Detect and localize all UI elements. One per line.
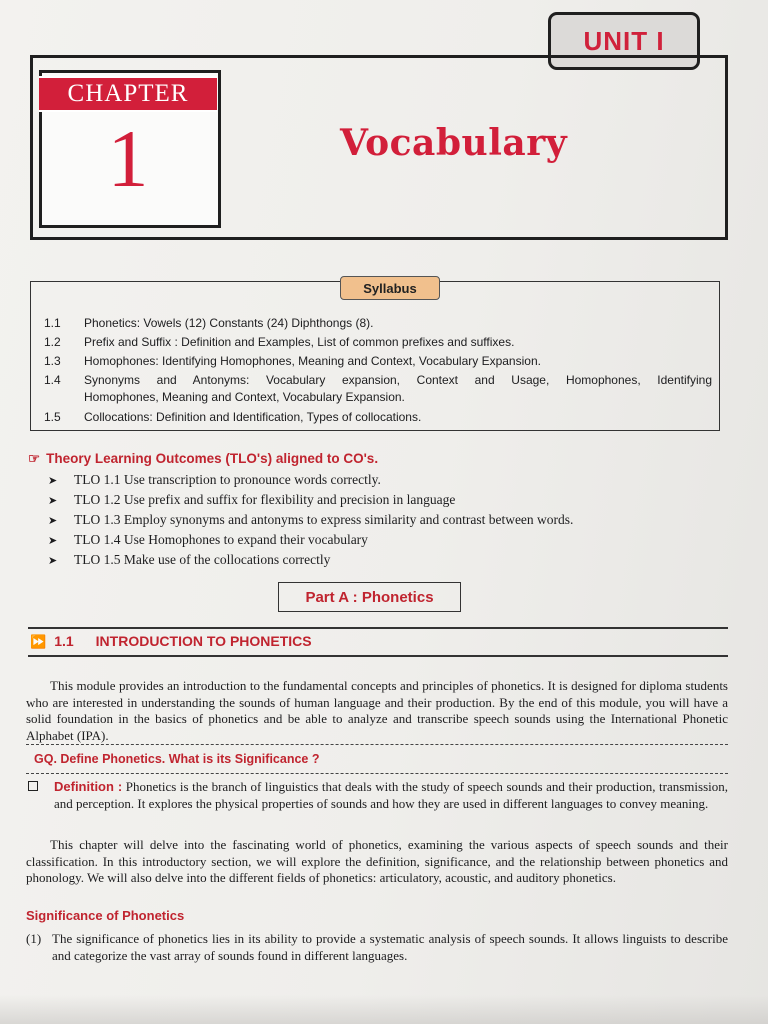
chapter-number: 1 — [107, 113, 149, 204]
page-shadow — [0, 995, 768, 1024]
chapter-label: CHAPTER — [39, 76, 217, 112]
tlo-item: ➤ TLO 1.4 Use Homophones to expand their vocabulary — [48, 532, 368, 547]
arrow-bullet-icon: ➤ — [48, 475, 58, 487]
tlo-item: ➤ TLO 1.1 Use transcription to pronounce words correctly. — [48, 472, 381, 487]
divider — [28, 627, 728, 629]
section-heading: ⏩ 1.1 INTRODUCTION TO PHONETICS — [30, 633, 312, 649]
list-item: The significance of phonetics lies in its ability to provide a systematic analysis of speech sounds. It allows linguists to describe and categorize the vast array of sounds found in different languages. — [52, 931, 728, 963]
part-heading: Part A : Phonetics — [278, 582, 461, 612]
divider — [28, 655, 728, 657]
pointing-hand-icon: ☞ — [28, 451, 41, 466]
arrow-bullet-icon: ➤ — [48, 515, 58, 527]
list-number: (1) — [26, 931, 42, 946]
question-text: GQ. Define Phonetics. What is its Significance ? — [34, 752, 320, 766]
arrow-bullet-icon: ➤ — [48, 535, 58, 547]
chapter-title: Vocabulary — [340, 122, 568, 164]
arrow-bullet-icon: ➤ — [48, 555, 58, 567]
fast-forward-icon: ⏩ — [30, 634, 47, 649]
tlo-item: ➤ TLO 1.3 Employ synonyms and antonyms to express similarity and contrast between words. — [48, 512, 574, 527]
subheading: Significance of Phonetics — [26, 908, 185, 923]
tlo-heading: ☞ Theory Learning Outcomes (TLO's) aligned to CO's. — [28, 451, 379, 466]
arrow-bullet-icon: ➤ — [48, 495, 58, 507]
unit-label: UNIT I — [583, 25, 665, 56]
syllabus-tag: Syllabus — [340, 276, 440, 300]
intro-paragraph: This module provides an introduction to the fundamental concepts and principles of phonetics. It is designed for diploma students who are interested in understanding the sounds of human language and their production. By the end of this module, you will have a solid foundation in the basics of phonetics and be able to analyze and transcribe speech sounds using the International Phonetic Alphabet (IPA). — [26, 678, 728, 743]
document-page: UNIT I CHAPTER 1 Vocabulary Syllabus 1.1 Phonetics: Vowels (12) Constants (24) Diphthongs (8). 1.2 Prefix and Suffix : Definition and Examples, List of common prefixes and suffixes. 1.3 Homophones: Identifying Homophones, Meaning and Context, Vocabulary Expansion. 1.4 Synonyms and Antonyms: Vocabulary expansion, Context and Usage, Homophones, Identifying Homophones, Meaning and Context, Vocabulary Expansion. 1.5 Collocations: Definition and Identification, Types of collocations. ☞ Theory Learning Outcomes (TLO's) aligned to CO's. ➤ TLO 1.1 Use transcription to pronounce words correctly. ➤ TLO 1.2 Use prefix and suffix for flexibility and precision in language ➤ TLO 1.3 Employ synonyms and antonyms to express similarity and contrast between words. ➤ TLO 1.4 Use Homophones to expand their vocabulary ➤ TLO 1.5 Make use of the collocations correctly Part A : Phonetics ⏩ 1.1 INTRODUCTION TO PHONETICS This module provides an introduction to the fundamental concepts and principles of phonetics. It is designed for diploma students who are interested in understanding the sounds of human language and their production. By the end of this module, you will have a solid foundation in the basics of phonetics and be able to analyze and transcribe speech sounds using the International Phonetic Alphabet (IPA). GQ. Define Phonetics. What is its Significance ? Definition : Phonetics is the branch of linguistics that deals with the study of speech sounds and their production, transmission, and perception. It explores the physical properties of sounds and how they are used in different languages to convey meaning. This chapter will delve into the fascinating world of phonetics, examining the various aspects of speech sounds and their classification. In this introductory section, we will explore the definition, significance, and the relationship between phonetics and phonology. We will also delve into the different fields of phonetics: articulatory, acoustic, and auditory phonetics. Significance of Phonetics (1) The significance of phonetics lies in its ability to provide a systematic analysis of speech sounds. It allows linguists to describe and categorize the vast array of sounds found in different languages. — [0, 0, 768, 1024]
definition-label: Definition : — [54, 779, 123, 794]
tlo-item: ➤ TLO 1.2 Use prefix and suffix for flexibility and precision in language — [48, 492, 456, 507]
tlo-item: ➤ TLO 1.5 Make use of the collocations correctly — [48, 552, 331, 567]
checkbox-bullet-icon — [28, 781, 38, 791]
definition-paragraph: Definition : Phonetics is the branch of linguistics that deals with the study of speech sounds and their production, transmission, and perception. It explores the physical properties of sounds and how they are used in different languages to convey meaning. — [54, 779, 729, 811]
body-paragraph: This chapter will delve into the fascinating world of phonetics, examining the various aspects of speech sounds and their classification. In this introductory section, we will explore the definition, significance, and the relationship between phonetics and phonology. We will also delve into the different fields of phonetics: articulatory, acoustic, and auditory phonetics. — [26, 837, 728, 885]
